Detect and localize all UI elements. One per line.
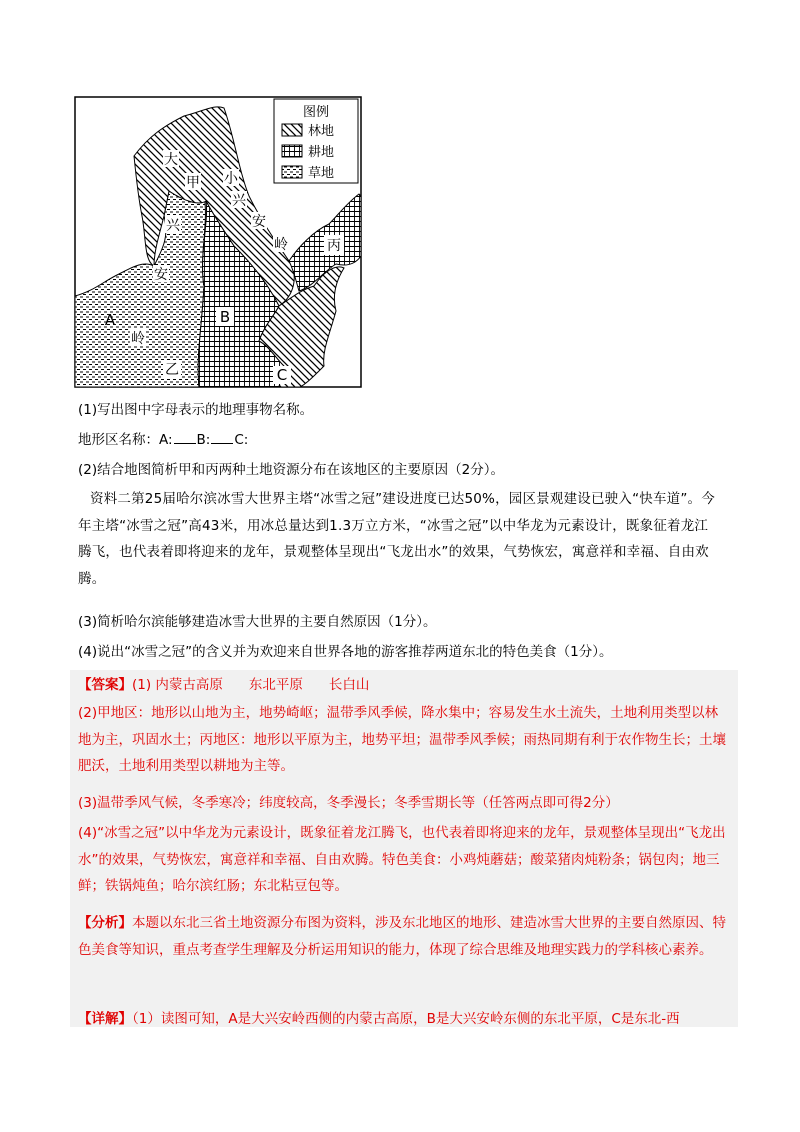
blank-c-label: C: [234,432,249,448]
material-text: 资料二第25届哈尔滨冰雪大世界主塔“冰雪之冠”建设进度已达50%，园区景观建设已驶入“快车道”。今年主塔“冰雪之冠”高43米，用冰总量达到1.3万立方米，“冰雪之冠”以中华龙为元素设计，既象征着龙江腾飞，也代表着即将迎来的龙年，景观整体呈现出“飞龙出水”的效果，气势恢宏，寓意祥和幸福、自由欢腾。 [78,491,715,587]
blank-a-prefix: 地形区名称：A: [78,432,173,448]
legend-label-cropland: 耕地 [308,145,335,160]
analysis [78,910,728,963]
answer-1-item: 内蒙古高原 [155,677,223,693]
blank-b[interactable] [211,431,233,444]
legend-label-grassland: 草地 [308,166,335,181]
analysis-text: 本题以东北三省土地资源分布图为资料，涉及东北地区的地形、建造冰雪大世界的主要自然原因、特色美食等知识，重点考查学生理解及分析运用知识的能力，体现了综合思维及地理实践力的学科核心素养。 [78,915,726,958]
question-3: (3)简析哈尔滨能够建造冰雪大世界的主要自然原因（1分）。 [78,614,437,630]
label-an1: 安 [252,214,266,230]
label-da: 大 [164,152,178,168]
legend-title: 图例 [302,105,330,120]
label-a: A [104,311,116,329]
label-yi: 乙 [165,362,179,378]
legend-swatch-cropland [282,145,302,157]
analysis-tag: 【分析】 [78,915,132,931]
answer-1 [78,672,728,699]
answer-4: (4)“冰雪之冠”以中华龙为元素设计，既象征着龙江腾飞，也代表着即将迎来的龙年，景观整体呈现出“飞龙出水”的效果，气势恢宏，寓意祥和幸福、自由欢腾。特色美食：小鸡炖蘑菇；酸菜猪肉炖粉条；锅包肉；地三鲜；铁锅炖鱼；哈尔滨红肠；东北粘豆包等。 [78,825,726,894]
label-c: C [276,366,288,384]
question-1: (1)写出图中字母表示的地理事物名称。 [78,402,314,418]
land-resource-map [74,96,362,388]
question-4: (4)说出“冰雪之冠”的含义并为欢迎来自世界各地的游客推荐两道东北的特色美食（1分）。 [78,644,613,660]
answer-3: (3)温带季风气候，冬季寒冷；纬度较高，冬季漫长；冬季雪期长等（任答两点即可得2分） [78,795,619,811]
detail-text: （1）读图可知，A是大兴安岭西侧的内蒙古高原，B是大兴安岭东侧的东北平原，C是东北-西 [132,1011,680,1027]
detail [78,1006,728,1033]
label-jia: 甲 [186,175,200,191]
label-an2: 安 [154,267,168,283]
legend-swatch-forest [282,124,302,136]
question-1-blanks [78,430,248,450]
label-ling2: 岭 [131,331,145,347]
answer-1-item: 长白山 [328,677,370,693]
label-xiao: 小 [224,171,238,187]
legend-swatch-grassland [282,166,302,178]
answer-1-prefix: (1) [132,677,152,693]
label-ling1: 岭 [274,237,288,253]
material-paragraph [78,486,718,592]
answer-1-item: 东北平原 [248,677,303,693]
blank-a[interactable] [174,431,196,444]
answer-2: (2)甲地区：地形以山地为主，地势崎岖；温带季风季候，降水集中；容易发生水土流失，土地利用类型以林地为主，巩固水土；丙地区：地形以平原为主，地势平坦；温带季风季候；雨热同期有利于农作物生长；土壤肥沃，土地利用类型以耕地为主等。 [78,705,726,774]
answer-tag: 【答案】 [78,677,132,693]
detail-tag: 【详解】 [78,1011,132,1027]
legend-label-forest: 林地 [308,124,335,139]
label-bing: 丙 [327,238,341,254]
question-2: (2)结合地图简析甲和丙两种土地资源分布在该地区的主要原因（2分）。 [78,462,504,478]
label-xing2: 兴 [166,218,180,234]
label-b: B [219,308,231,326]
label-xing1: 兴 [232,193,246,209]
map-svg [74,96,362,388]
blank-b-label: B: [196,432,211,448]
